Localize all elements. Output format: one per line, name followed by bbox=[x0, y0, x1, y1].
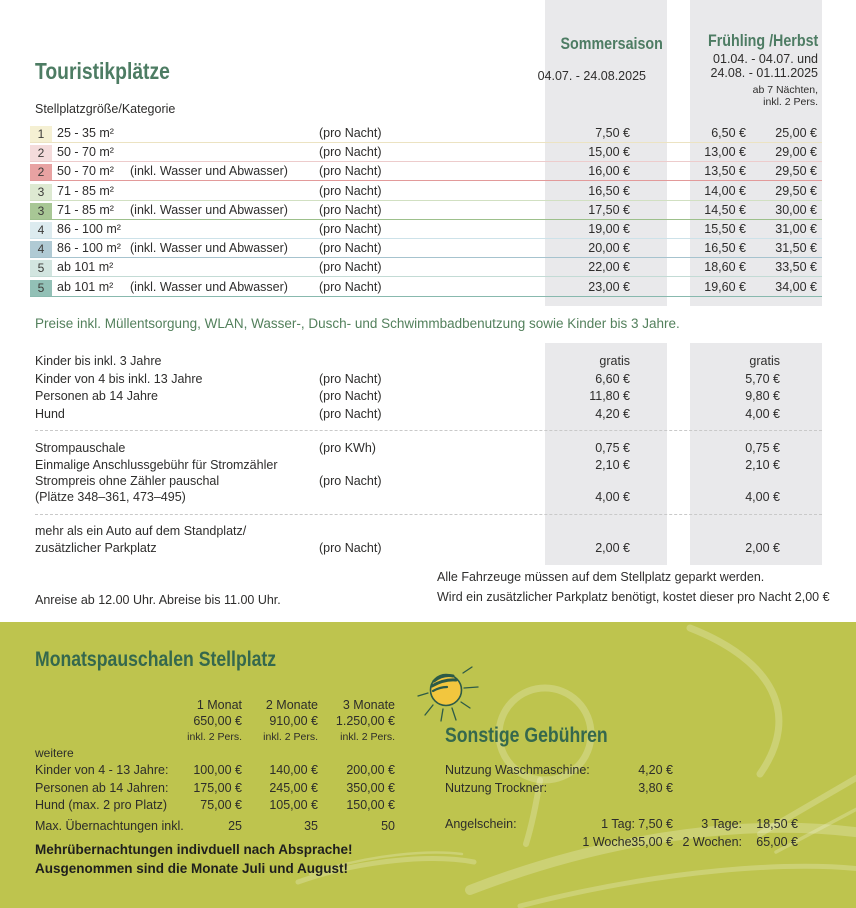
page-subtitle: Stellplatzgröße/Kategorie bbox=[35, 102, 176, 116]
spring-week-price: 25,00 € bbox=[775, 126, 817, 140]
spring-night-price: 19,60 € bbox=[704, 280, 746, 294]
fee-label: Einmalige Anschlussgebühr für Stromzähler bbox=[35, 458, 278, 472]
spring-autumn-header bbox=[687, 31, 818, 51]
spring-price: 2,10 € bbox=[745, 458, 780, 472]
spring-price: 4,00 € bbox=[745, 407, 780, 421]
fee-row bbox=[0, 370, 856, 388]
pitch-size: 25 - 35 m² bbox=[57, 126, 114, 140]
monthly-incl-row bbox=[0, 729, 856, 746]
base-price-2-months: 910,00 € bbox=[269, 714, 318, 728]
fishing-license-row-1 bbox=[0, 816, 856, 833]
fee-row bbox=[0, 439, 856, 457]
page-title: Touristikplätze bbox=[35, 58, 170, 84]
monthly-value: 50 bbox=[381, 819, 395, 833]
monthly-value: 100,00 € bbox=[193, 763, 242, 777]
per-night-label: (pro Nacht) bbox=[319, 260, 382, 274]
per-night-label: (pro Nacht) bbox=[319, 407, 382, 421]
category-badge: 3 bbox=[30, 203, 52, 219]
summer-price: 23,00 € bbox=[588, 280, 630, 294]
monthly-value: 350,00 € bbox=[346, 781, 395, 795]
fee-label: Kinder von 4 bis inkl. 13 Jahre bbox=[35, 372, 203, 386]
monthly-value: 105,00 € bbox=[269, 798, 318, 812]
category-badge: 3 bbox=[30, 184, 52, 200]
monthly-row-label: Hund (max. 2 pro Platz) bbox=[35, 798, 167, 812]
table-row bbox=[0, 143, 856, 162]
table-row bbox=[0, 124, 856, 143]
pitch-size: 71 - 85 m² bbox=[57, 203, 114, 217]
page-title-wrap bbox=[35, 58, 196, 85]
fee-label: Strompreis ohne Zähler pauschal bbox=[35, 474, 220, 488]
monthly-value: 25 bbox=[228, 819, 242, 833]
fee-label: zusätzlicher Parkplatz bbox=[35, 541, 157, 555]
incl-note: inkl. 2 Pers. bbox=[187, 731, 242, 743]
fee-row bbox=[0, 387, 856, 405]
fee-row bbox=[0, 780, 856, 797]
spring-night-price: 18,60 € bbox=[704, 260, 746, 274]
summer-price: 7,50 € bbox=[595, 126, 630, 140]
spring-price: 5,70 € bbox=[745, 372, 780, 386]
spring-night-price: 6,50 € bbox=[711, 126, 746, 140]
category-badge: 5 bbox=[30, 280, 52, 296]
spring-week-price: 29,00 € bbox=[775, 145, 817, 159]
fishing-1-week-label: 1 Woche: bbox=[582, 835, 635, 849]
monthly-note-2: Ausgenommen sind die Monate Juli und August! bbox=[35, 861, 349, 876]
per-night-label: (pro Nacht) bbox=[319, 541, 382, 555]
fishing-1-day-price: 7,50 € bbox=[638, 817, 673, 831]
dashed-divider bbox=[35, 430, 822, 431]
table-row bbox=[0, 182, 856, 201]
pitch-extra: (inkl. Wasser und Abwasser) bbox=[130, 203, 288, 217]
fee-label: Strompauschale bbox=[35, 441, 126, 455]
pitch-size: 86 - 100 m² bbox=[57, 222, 121, 236]
spring-autumn-title: Frühling /Herbst bbox=[707, 31, 818, 50]
per-night-label: (pro Nacht) bbox=[319, 389, 382, 403]
summer-price: gratis bbox=[599, 354, 630, 368]
category-badge: 4 bbox=[30, 241, 52, 257]
fee-row bbox=[0, 539, 856, 557]
per-night-label: (pro Nacht) bbox=[319, 203, 382, 217]
spring-week-price: 34,00 € bbox=[775, 280, 817, 294]
per-night-label: (pro Nacht) bbox=[319, 280, 382, 294]
parking-note-2: Wird ein zusätzlicher Parkplatz benötigt, kostet dieser pro Nacht 2,00 € bbox=[437, 590, 830, 604]
monthly-row-label: Max. Übernachtungen inkl. bbox=[35, 819, 184, 833]
summer-price: 15,00 € bbox=[588, 145, 630, 159]
summer-price: 16,50 € bbox=[588, 184, 630, 198]
other-fees-heading: Sonstige Gebühren bbox=[445, 724, 608, 747]
pitch-extra: (inkl. Wasser und Abwasser) bbox=[130, 164, 288, 178]
monthly-value: 245,00 € bbox=[269, 781, 318, 795]
monthly-value: 140,00 € bbox=[269, 763, 318, 777]
incl-note: inkl. 2 Pers. bbox=[263, 731, 318, 743]
fee-row bbox=[0, 762, 856, 779]
monthly-value: 150,00 € bbox=[346, 798, 395, 812]
category-badge: 4 bbox=[30, 222, 52, 238]
spring-week-price: 31,00 € bbox=[775, 222, 817, 236]
fishing-2-weeks-label: 2 Wochen: bbox=[682, 835, 742, 849]
more-label: weitere bbox=[35, 746, 74, 760]
fee-label: (Plätze 348–361, 473–495) bbox=[35, 490, 186, 504]
spring-night-price: 14,00 € bbox=[704, 184, 746, 198]
summer-price: 20,00 € bbox=[588, 241, 630, 255]
summer-price: 6,60 € bbox=[595, 372, 630, 386]
monthly-value: 35 bbox=[304, 819, 318, 833]
spring-week-price: 31,50 € bbox=[775, 241, 817, 255]
base-price-1-month: 650,00 € bbox=[193, 714, 242, 728]
pitch-extra: (inkl. Wasser und Abwasser) bbox=[130, 280, 288, 294]
spring-night-price: 13,00 € bbox=[704, 145, 746, 159]
column-header-2-months: 2 Monate bbox=[265, 698, 318, 712]
pitch-size: 50 - 70 m² bbox=[57, 164, 114, 178]
spring-price: 4,00 € bbox=[745, 490, 780, 504]
table-row bbox=[0, 220, 856, 239]
monthly-value: 75,00 € bbox=[200, 798, 242, 812]
fee-row bbox=[0, 522, 856, 540]
table-row bbox=[0, 239, 856, 258]
table-row bbox=[0, 258, 856, 277]
summer-price: 16,00 € bbox=[588, 164, 630, 178]
arrival-note: Anreise ab 12.00 Uhr. Abreise bis 11.00 Uhr. bbox=[35, 593, 281, 607]
per-night-label: (pro Nacht) bbox=[319, 145, 382, 159]
category-badge: 1 bbox=[30, 126, 52, 142]
fishing-3-days-price: 18,50 € bbox=[756, 817, 798, 831]
monthly-note-1: Mehrübernachtungen indivduell nach Absprache! bbox=[35, 842, 353, 857]
category-badge: 5 bbox=[30, 260, 52, 276]
base-price-3-months: 1.250,00 € bbox=[335, 714, 395, 728]
included-services-note: Preise inkl. Müllentsorgung, WLAN, Wasser-, Dusch- und Schwimmbadbenutzung sowie Kinder bis 3 Jahre. bbox=[35, 316, 680, 331]
monthly-row-label: Kinder von 4 - 13 Jahre: bbox=[35, 763, 169, 777]
monthly-value: 175,00 € bbox=[193, 781, 242, 795]
summer-price: 4,00 € bbox=[595, 490, 630, 504]
spring-price: gratis bbox=[749, 354, 780, 368]
spring-night-price: 15,50 € bbox=[704, 222, 746, 236]
monthly-heading: Monatspauschalen Stellplatz bbox=[35, 648, 277, 671]
spring-night-price: 16,50 € bbox=[704, 241, 746, 255]
category-badge: 2 bbox=[30, 145, 52, 161]
fee-label: mehr als ein Auto auf dem Standplatz/ bbox=[35, 524, 247, 538]
spring-autumn-dates-2: 24.08. - 01.11.2025 bbox=[710, 66, 818, 80]
category-badge: 2 bbox=[30, 164, 52, 180]
fee-label: Kinder bis inkl. 3 Jahre bbox=[35, 354, 162, 368]
per-night-label: (pro Nacht) bbox=[319, 474, 382, 488]
column-header-3-months: 3 Monate bbox=[342, 698, 395, 712]
pitch-size: 71 - 85 m² bbox=[57, 184, 114, 198]
spring-price: 2,00 € bbox=[745, 541, 780, 555]
pitch-extra: (inkl. Wasser und Abwasser) bbox=[130, 241, 288, 255]
fee-row bbox=[0, 405, 856, 423]
spring-week-price: 29,50 € bbox=[775, 164, 817, 178]
per-night-label: (pro Nacht) bbox=[319, 372, 382, 386]
more-label-row bbox=[0, 745, 856, 762]
table-row bbox=[0, 278, 856, 297]
spring-week-price: 29,50 € bbox=[775, 184, 817, 198]
dryer-price: 3,80 € bbox=[638, 781, 673, 795]
table-row bbox=[0, 201, 856, 220]
summer-season-dates: 04.07. - 24.08.2025 bbox=[537, 69, 646, 83]
summer-price: 19,00 € bbox=[588, 222, 630, 236]
monthly-value: 200,00 € bbox=[346, 763, 395, 777]
dryer-label: Nutzung Trockner: bbox=[445, 781, 548, 795]
monthly-heading-wrap bbox=[35, 648, 322, 672]
fee-row bbox=[0, 488, 856, 506]
per-night-label: (pro Nacht) bbox=[319, 184, 382, 198]
pitch-size: ab 101 m² bbox=[57, 280, 114, 294]
pitch-size: 86 - 100 m² bbox=[57, 241, 121, 255]
spring-night-price: 14,50 € bbox=[704, 203, 746, 217]
fishing-license-row-2 bbox=[0, 834, 856, 851]
fee-row bbox=[0, 352, 856, 370]
fishing-3-days-label: 3 Tage: bbox=[701, 817, 742, 831]
pitch-size: ab 101 m² bbox=[57, 260, 114, 274]
per-night-label: (pro Nacht) bbox=[319, 222, 382, 236]
monthly-row-label: Personen ab 14 Jahren: bbox=[35, 781, 169, 795]
fishing-1-day-label: 1 Tag: bbox=[601, 817, 635, 831]
summer-price: 2,10 € bbox=[595, 458, 630, 472]
summer-price: 4,20 € bbox=[595, 407, 630, 421]
spring-autumn-note-2: inkl. 2 Pers. bbox=[763, 96, 818, 108]
spring-week-price: 33,50 € bbox=[775, 260, 817, 274]
spring-price: 9,80 € bbox=[745, 389, 780, 403]
summer-season-title: Sommersaison bbox=[560, 34, 663, 53]
washer-label: Nutzung Waschmaschine: bbox=[445, 763, 590, 777]
per-night-label: (pro Nacht) bbox=[319, 164, 382, 178]
per-night-label: (pro Nacht) bbox=[319, 241, 382, 255]
spring-price: 0,75 € bbox=[745, 441, 780, 455]
per-kwh-label: (pro KWh) bbox=[319, 441, 376, 455]
table-row bbox=[0, 162, 856, 181]
fishing-2-weeks-price: 65,00 € bbox=[756, 835, 798, 849]
sun-icon bbox=[416, 664, 480, 726]
summer-price: 22,00 € bbox=[588, 260, 630, 274]
column-header-1-month: 1 Monat bbox=[196, 698, 242, 712]
spring-autumn-note-1: ab 7 Nächten, bbox=[752, 84, 818, 96]
washer-price: 4,20 € bbox=[638, 763, 673, 777]
fishing-1-week-price: 35,00 € bbox=[631, 835, 673, 849]
summer-price: 11,80 € bbox=[589, 389, 630, 403]
spring-night-price: 13,50 € bbox=[704, 164, 746, 178]
monthly-row bbox=[0, 797, 856, 814]
fishing-license-label: Angelschein: bbox=[445, 817, 517, 831]
summer-price: 0,75 € bbox=[595, 441, 630, 455]
pitch-size: 50 - 70 m² bbox=[57, 145, 114, 159]
incl-note: inkl. 2 Pers. bbox=[340, 731, 395, 743]
other-fees-heading-wrap bbox=[445, 724, 639, 748]
summer-price: 17,50 € bbox=[588, 203, 630, 217]
fee-label: Personen ab 14 Jahre bbox=[35, 389, 159, 403]
per-night-label: (pro Nacht) bbox=[319, 126, 382, 140]
summer-season-header bbox=[541, 34, 663, 54]
spring-week-price: 30,00 € bbox=[775, 203, 817, 217]
spring-autumn-dates-1: 01.04. - 04.07. und bbox=[713, 52, 818, 66]
row-divider bbox=[30, 296, 822, 297]
summer-price: 2,00 € bbox=[595, 541, 630, 555]
fee-label: Hund bbox=[35, 407, 65, 421]
parking-note-1: Alle Fahrzeuge müssen auf dem Stellplatz geparkt werden. bbox=[437, 570, 765, 584]
dashed-divider bbox=[35, 514, 822, 515]
